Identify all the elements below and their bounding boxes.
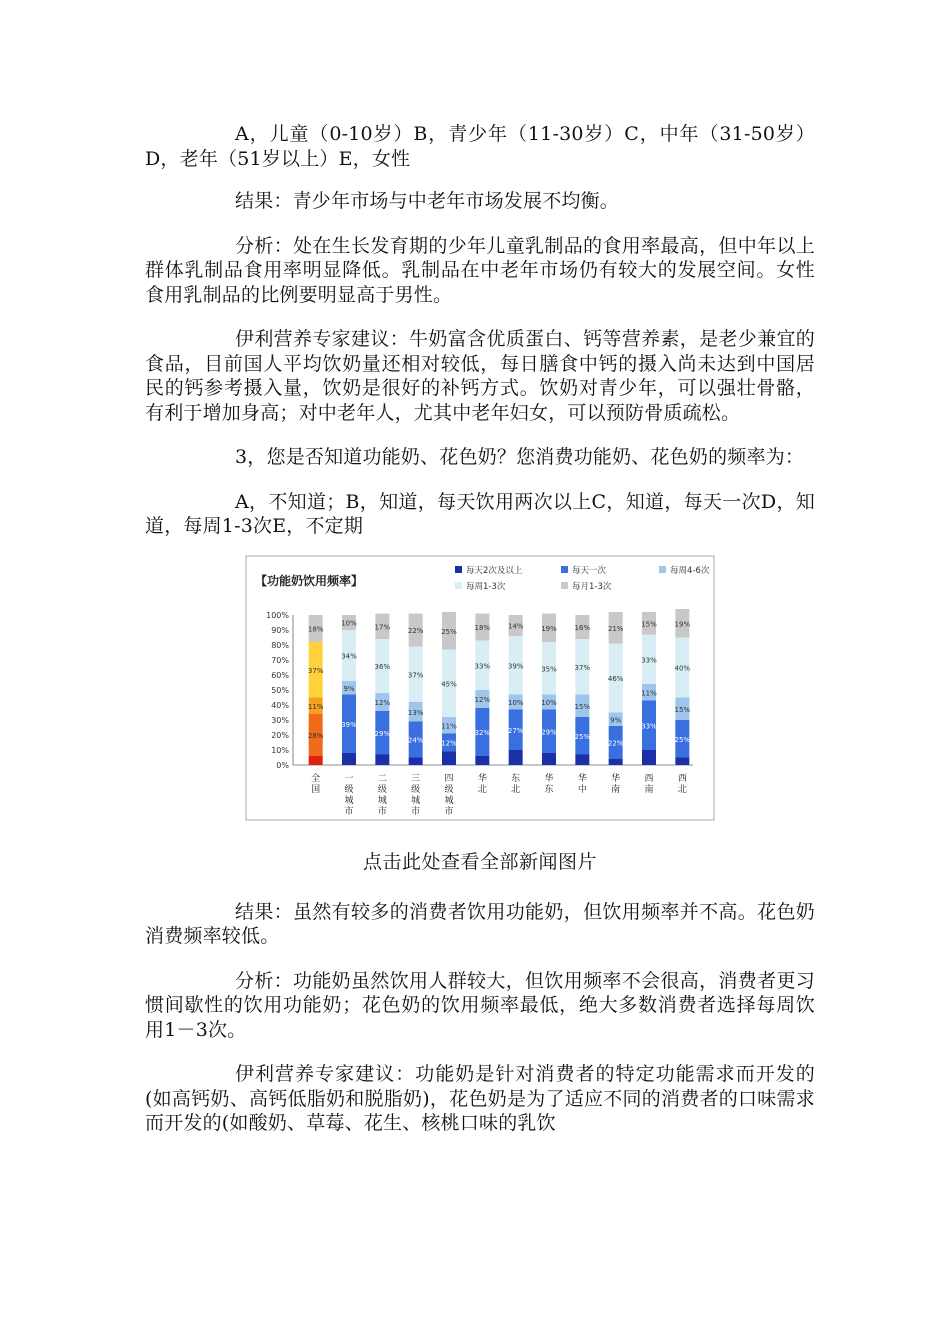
data-label: 33% (641, 721, 657, 730)
paragraph-advice-2: 伊利营养专家建议：功能奶是针对消费者的特定功能需求而开发的(如高钙奶、高钙低脂奶和脱脂奶)，花色奶是为了适应不同的消费者的口味需求而开发的(如酸奶、草莓、花生、核桃口味的乳饮 (145, 1063, 815, 1134)
x-tick-label: 一 (344, 773, 354, 784)
x-tick-label: 国 (311, 784, 321, 795)
paragraph-result-1: 结果：青少年市场与中老年市场发展不均衡。 (235, 190, 620, 212)
y-tick-label: 70% (271, 655, 289, 665)
bar-segment (375, 754, 389, 765)
data-label: 37% (574, 663, 591, 672)
data-label: 21% (607, 624, 624, 633)
bar-segment (442, 751, 456, 765)
data-label: 12% (441, 739, 457, 747)
bar-segment (642, 750, 656, 765)
x-tick-label: 华 (477, 773, 487, 784)
y-tick-label: 30% (271, 715, 289, 725)
data-label: 10% (341, 619, 357, 627)
paragraph-advice-1: 伊利营养专家建议：牛奶富含优质蛋白、钙等营养素，是老少兼宜的食品，目前国人平均饮奶量还相对较低，每日膳食中钙的摄入尚未达到中国居民的钙参考摄入量，饮奶是很好的补钙方式。饮奶对青少年，可以强壮骨骼，有利于增加身高；对中老年人，尤其中老年妇女，可以预防骨质疏松。 (145, 328, 815, 424)
x-tick-label: 北 (677, 784, 687, 795)
data-label: 22% (607, 739, 624, 747)
paragraph-frequency-options: A，不知道；B，知道，每天饮用两次以上C，知道，每天一次D，知道，每周1-3次E，不定期 (145, 490, 815, 537)
x-tick-label: 城 (411, 795, 421, 806)
y-tick-label: 100% (266, 610, 289, 620)
bar-segment (542, 753, 556, 765)
bar-segment (675, 757, 689, 765)
x-tick-label: 华 (544, 773, 554, 784)
data-label: 32% (474, 728, 491, 737)
data-label: 13% (407, 708, 424, 717)
x-tick-label: 城 (344, 795, 354, 806)
bar-segment (509, 750, 523, 765)
stacked-bar-chart (245, 555, 715, 821)
data-label: 29% (541, 727, 557, 736)
data-label: 40% (674, 664, 691, 672)
y-tick-label: 40% (271, 700, 289, 710)
x-tick-label: 北 (477, 784, 487, 795)
data-label: 15% (674, 705, 691, 714)
data-label: 10% (541, 698, 557, 707)
data-label: 11% (641, 688, 657, 697)
data-label: 46% (607, 674, 624, 683)
data-label: 33% (474, 661, 491, 670)
x-tick-label: 级 (377, 784, 387, 795)
data-label: 33% (641, 655, 657, 664)
x-tick-label: 华 (577, 773, 587, 784)
x-tick-label: 城 (377, 795, 387, 806)
y-tick-label: 20% (271, 730, 289, 740)
x-tick-label: 市 (444, 806, 454, 817)
x-tick-label: 城 (444, 795, 454, 806)
data-label: 35% (541, 664, 557, 673)
paragraph-analysis-2: 分析：功能奶虽然饮用人群较大，但饮用频率不会很高，消费者更习惯间歇性的饮用功能奶；花色奶的饮用频率最低，绝大多数消费者选择每周饮用1－3次。 (145, 969, 815, 1041)
legend-label: 每天2次及以上 (466, 565, 523, 576)
x-tick-label: 级 (444, 784, 454, 795)
y-tick-label: 80% (271, 640, 289, 650)
bar-segment (409, 757, 423, 765)
bar-segment (309, 756, 323, 765)
data-label: 11% (441, 721, 457, 730)
legend-label: 每月1-3次 (572, 581, 612, 592)
x-tick-label: 级 (411, 784, 421, 795)
x-tick-label: 市 (344, 806, 354, 817)
x-tick-label: 南 (611, 784, 621, 795)
data-label: 16% (574, 623, 591, 632)
data-label: 10% (507, 698, 524, 707)
y-tick-label: 10% (271, 745, 289, 755)
legend-swatch (659, 566, 666, 573)
data-label: 39% (341, 720, 357, 729)
x-tick-label: 级 (344, 784, 354, 795)
legend-label: 每周1-3次 (466, 581, 506, 592)
data-label: 25% (441, 627, 457, 636)
data-label: 34% (341, 652, 357, 660)
x-tick-label: 全 (311, 773, 321, 784)
bar-segment (475, 756, 489, 765)
data-label: 27% (507, 726, 524, 735)
data-label: 22% (407, 626, 424, 635)
document-page (145, 122, 815, 1156)
chart-figure (245, 555, 715, 821)
data-label: 24% (407, 736, 424, 744)
data-label: 12% (474, 695, 491, 704)
data-label: 14% (507, 622, 524, 630)
data-label: 36% (374, 662, 391, 671)
legend-swatch (455, 582, 462, 589)
data-label: 12% (374, 698, 391, 707)
data-label: 19% (541, 624, 557, 633)
data-label: 15% (641, 619, 657, 628)
x-tick-label: 南 (644, 784, 654, 795)
x-tick-label: 华 (611, 773, 621, 784)
bar-segment (609, 759, 623, 765)
x-tick-label: 市 (411, 806, 421, 817)
data-label: 39% (507, 661, 524, 670)
legend-swatch (455, 566, 462, 573)
data-label: 19% (674, 619, 691, 628)
x-tick-label: 三 (411, 773, 421, 784)
data-label: 25% (574, 732, 591, 741)
x-tick-label: 四 (444, 773, 454, 784)
y-tick-label: 0% (276, 760, 289, 770)
paragraph-analysis-1: 分析：处在生长发育期的少年儿童乳制品的食用率最高，但中年以上群体乳制品食用率明显降低。乳制品在中老年市场仍有较大的发展空间。女性食用乳制品的比例要明显高于男性。 (145, 234, 815, 306)
data-label: 37% (407, 670, 424, 679)
y-tick-label: 50% (271, 685, 289, 695)
x-tick-label: 中 (577, 784, 587, 795)
data-label: 17% (374, 622, 391, 631)
data-label: 29% (374, 729, 391, 738)
x-tick-label: 市 (377, 806, 387, 817)
y-tick-label: 90% (271, 625, 289, 635)
data-label: 9% (610, 715, 622, 724)
x-tick-label: 东 (511, 773, 521, 784)
bar-segment (342, 753, 356, 765)
data-label: 18% (307, 625, 324, 633)
x-tick-label: 西 (644, 773, 654, 784)
data-label: 15% (574, 702, 591, 711)
x-tick-label: 二 (377, 773, 387, 784)
x-tick-label: 北 (511, 784, 521, 795)
x-tick-label: 东 (544, 784, 554, 795)
data-label: 45% (441, 679, 457, 688)
chart-title: 【功能奶饮用频率】 (255, 573, 364, 588)
legend-swatch (561, 566, 568, 573)
data-label: 18% (474, 623, 491, 632)
paragraph-age-options: A，儿童（0-10岁）B，青少年（11-30岁）C，中年（31-50岁）D，老年（51岁以上）E，女性 (145, 123, 815, 170)
y-tick-label: 60% (271, 670, 289, 680)
data-label: 9% (343, 684, 355, 693)
data-label: 11% (307, 702, 324, 711)
legend-swatch (561, 582, 568, 589)
paragraph-result-2: 结果：虽然有较多的消费者饮用功能奶，但饮用频率并不高。花色奶消费频率较低。 (145, 900, 815, 947)
data-label: 28% (307, 731, 324, 740)
legend-label: 每周4-6次 (670, 565, 710, 576)
paragraph-question-3: 3，您是否知道功能奶、花色奶？您消费功能奶、花色奶的频率为： (235, 446, 805, 468)
x-tick-label: 西 (677, 773, 687, 784)
legend-label: 每天一次 (572, 565, 607, 576)
data-label: 37% (307, 666, 324, 675)
data-label: 25% (674, 735, 691, 744)
figure-caption-link[interactable]: 点击此处查看全部新闻图片 (362, 850, 597, 873)
bar-segment (575, 754, 589, 765)
